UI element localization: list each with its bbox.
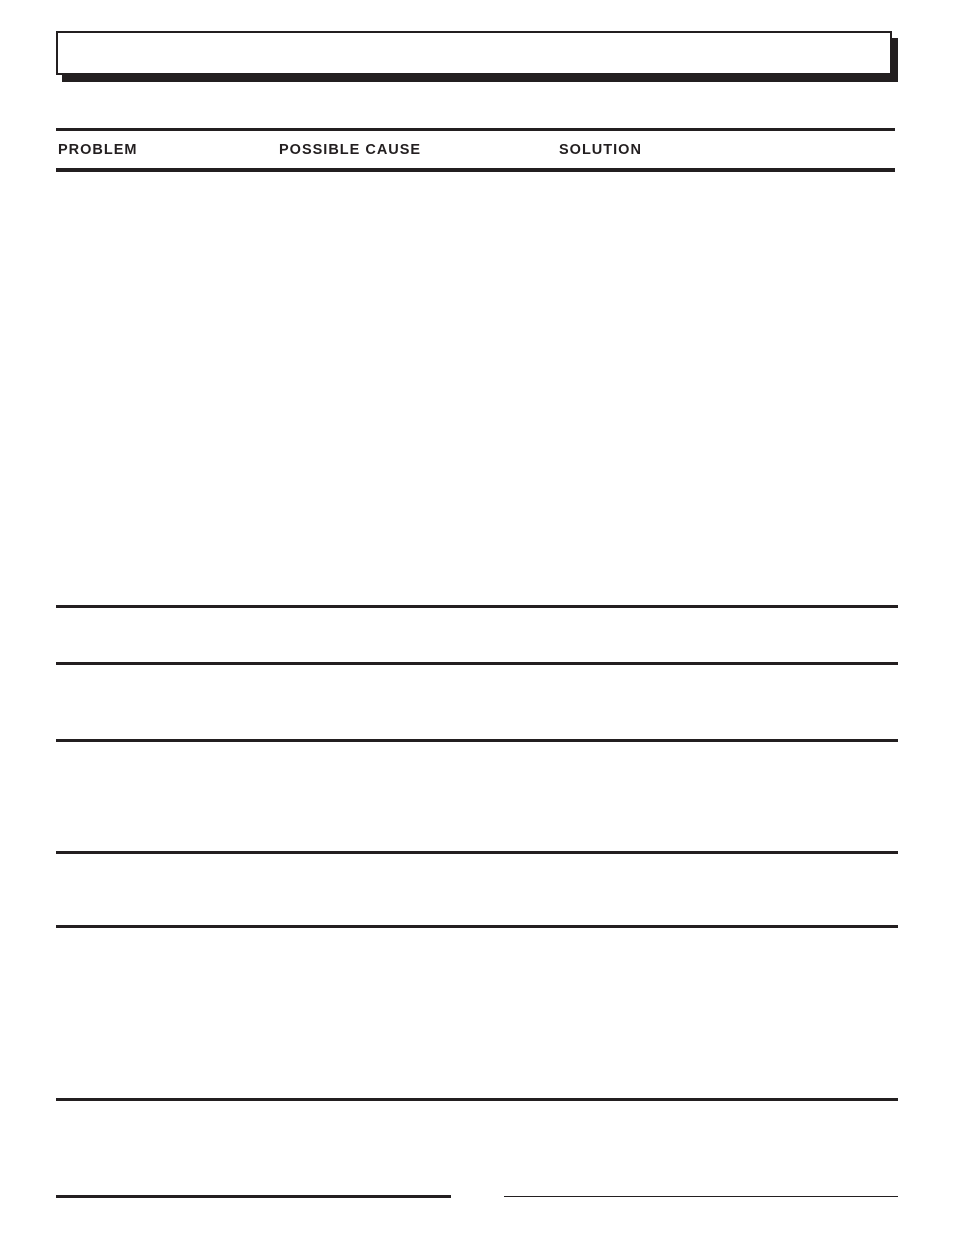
table-row <box>56 928 898 1098</box>
footer-right-rule <box>504 1196 898 1197</box>
page-title-box <box>56 31 892 75</box>
column-header-possible-cause: POSSIBLE CAUSE <box>279 142 422 158</box>
table-row <box>56 742 898 851</box>
row-divider <box>56 1098 898 1101</box>
footer-left-rule <box>56 1195 451 1198</box>
table-row <box>56 172 898 605</box>
table-row <box>56 665 898 739</box>
table-row <box>56 608 898 662</box>
column-header-solution: SOLUTION <box>559 142 642 158</box>
column-header-problem: PROBLEM <box>58 142 138 158</box>
table-header-row <box>56 132 895 168</box>
table-top-rule <box>56 128 895 131</box>
table-row <box>56 854 898 925</box>
